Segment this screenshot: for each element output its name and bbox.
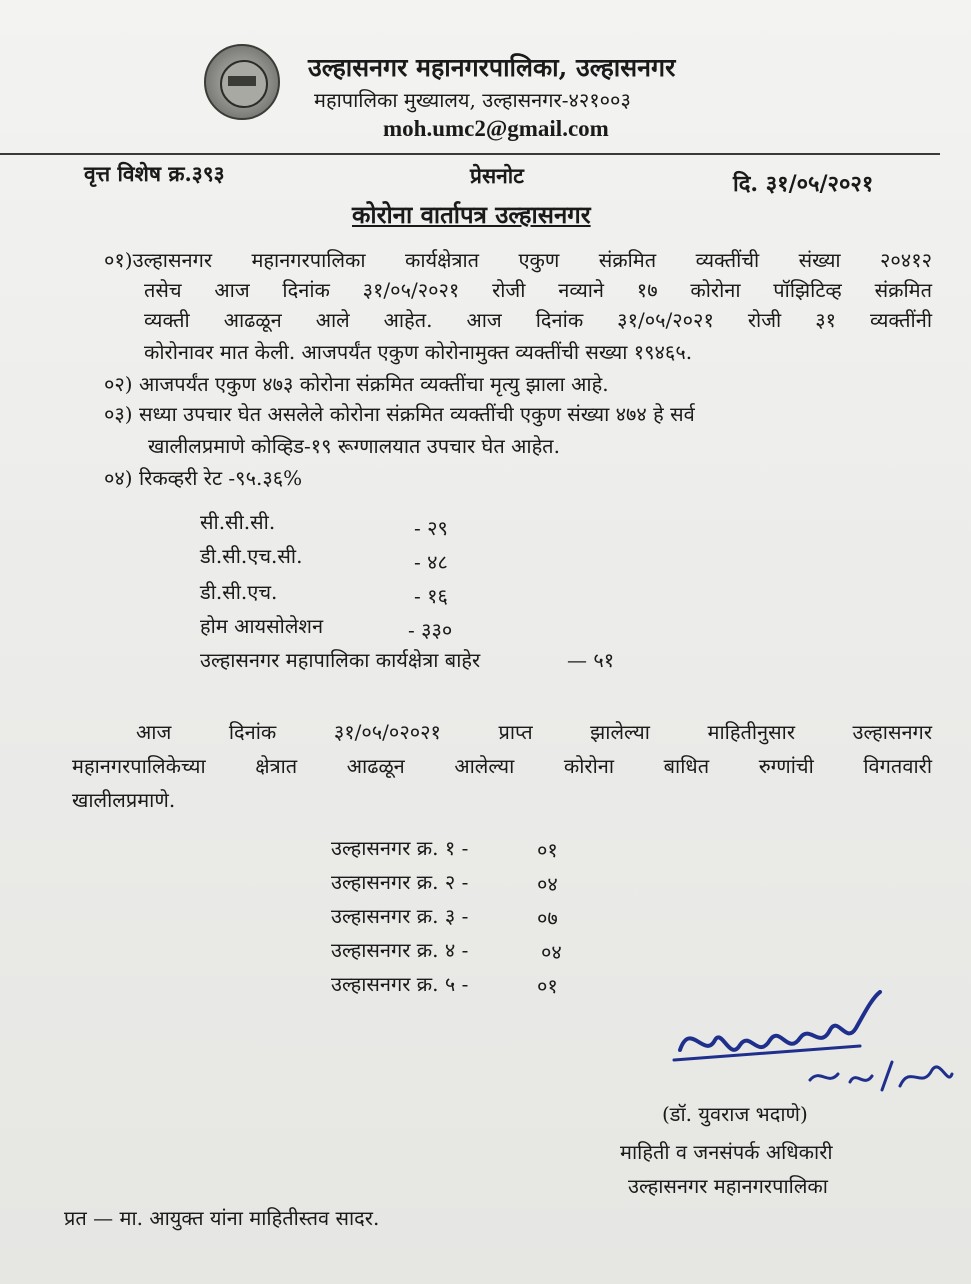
document-type: प्रेसनोट	[470, 163, 524, 188]
ward-name: उल्हासनगर क्र. २ -	[331, 870, 469, 894]
ward-name: उल्हासनगर क्र. १ -	[331, 836, 469, 860]
facility-count: - ३३०	[408, 618, 453, 642]
facility-count: - २९	[414, 516, 448, 540]
facility-count: - १६	[414, 584, 448, 608]
reference-number: वृत्त विशेष क्र.३९३	[84, 161, 225, 186]
facility-name: डी.सी.एच.	[200, 580, 278, 604]
org-title: उल्हासनगर महानगरपालिका, उल्हासनगर	[308, 53, 676, 82]
facility-name: होम आयसोलेशन	[200, 614, 324, 638]
ward-count: ०१	[537, 838, 558, 862]
summary-line-1: आज दिनांक ३१/०५/०२०२१ प्राप्त झालेल्या माहितीनुसार उल्हासनगर	[136, 720, 932, 744]
ward-count: ०४	[541, 940, 562, 964]
subject-heading: कोरोना वार्तापत्र उल्हासनगर	[352, 200, 591, 229]
summary-line-2: महानगरपालिकेच्या क्षेत्रात आढळून आलेल्या कोरोना बाधित रुग्णांची विगतवारी	[72, 754, 932, 778]
document-date: दि. ३१/०५/२०२१	[733, 171, 874, 197]
point-3-line-2: खालीलप्रमाणे कोव्हिड-१९ रूग्णालयात उपचार घेत आहेत.	[148, 434, 560, 458]
copy-to-note: प्रत — मा. आयुक्त यांना माहितीस्तव सादर.	[64, 1206, 380, 1230]
ward-count: ०७	[537, 906, 558, 930]
header-divider	[0, 153, 940, 155]
signatory-title: माहिती व जनसंपर्क अधिकारी	[620, 1140, 833, 1164]
point-1-line-1: ०१)उल्हासनगर महानगरपालिका कार्यक्षेत्रात एकुण संक्रमित व्यक्तींची संख्या २०४१२	[104, 248, 932, 272]
point-2: ०२) आजपर्यंत एकुण ४७३ कोरोना संक्रमित व्यक्तींचा मृत्यु झाला आहे.	[104, 372, 609, 396]
org-email: moh.umc2@gmail.com	[383, 116, 609, 141]
municipal-seal-logo	[204, 44, 280, 120]
summary-line-3: खालीलप्रमाणे.	[72, 788, 176, 812]
ward-count: ०४	[537, 872, 558, 896]
handwritten-signature	[660, 990, 960, 1100]
facility-count: - ४८	[414, 550, 448, 574]
signatory-name: (डॉ. युवराज भदाणे)	[662, 1102, 808, 1126]
ward-name: उल्हासनगर क्र. ४ -	[331, 938, 469, 962]
ward-name: उल्हासनगर क्र. ५ -	[331, 972, 469, 996]
point-1-line-4: कोरोनावर मात केली. आजपर्यंत एकुण कोरोनामुक्त व्यक्तींची सख्या १९४६५.	[144, 340, 693, 364]
point-4-recovery-rate: ०४) रिकव्हरी रेट -९५.३६%	[104, 466, 303, 490]
point-1-line-3: व्यक्ती आढळून आले आहेत. आज दिनांक ३१/०५/२०२१ रोजी ३१ व्यक्तींनी	[144, 308, 932, 332]
facility-name: उल्हासनगर महापालिका कार्यक्षेत्रा बाहेर	[200, 648, 481, 672]
org-address: महापालिका मुख्यालय, उल्हासनगर-४२१००३	[314, 88, 631, 112]
facility-count: — ५१	[567, 648, 615, 672]
facility-name: सी.सी.सी.	[200, 510, 276, 534]
point-3-line-1: ०३) सध्या उपचार घेत असलेले कोरोना संक्रमित व्यक्तींची एकुण संख्या ४७४ हे सर्व	[104, 402, 695, 426]
facility-name: डी.सी.एच.सी.	[200, 544, 303, 568]
signatory-org: उल्हासनगर महानगरपालिका	[628, 1174, 828, 1198]
ward-name: उल्हासनगर क्र. ३ -	[331, 904, 469, 928]
ward-count: ०१	[537, 974, 558, 998]
point-1-line-2: तसेच आज दिनांक ३१/०५/२०२१ रोजी नव्याने १७ कोरोना पॉझिटिव्ह संक्रमित	[144, 278, 932, 302]
